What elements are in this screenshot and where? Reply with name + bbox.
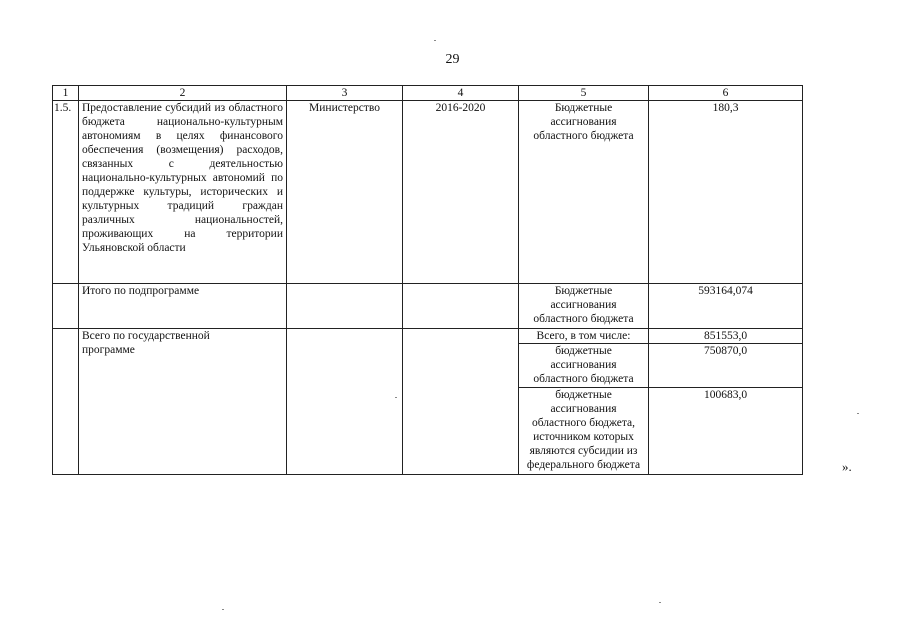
- funding-source-cell: Бюджетные ассигнования областного бюджета: [519, 284, 649, 329]
- amount-cell: 593164,074: [649, 284, 803, 329]
- column-header: 4: [403, 86, 519, 101]
- column-header: 3: [287, 86, 403, 101]
- budget-table: [52, 85, 803, 475]
- table-row: [53, 101, 803, 284]
- empty-cell: [53, 284, 79, 329]
- column-header: 6: [649, 86, 803, 101]
- scan-speck: [222, 609, 224, 610]
- scan-speck: [395, 397, 397, 398]
- empty-cell: [287, 329, 403, 475]
- subtotal-label: Итого по подпрограмме: [79, 284, 287, 329]
- amount-cell: 750870,0: [649, 344, 803, 388]
- funding-source-cell: бюджетные ассигнования областного бюджета: [519, 344, 649, 388]
- scan-speck: [857, 413, 859, 414]
- column-header: 1: [53, 86, 79, 101]
- column-header: 5: [519, 86, 649, 101]
- column-header: 2: [79, 86, 287, 101]
- empty-cell: [287, 284, 403, 329]
- amount-cell: 100683,0: [649, 388, 803, 475]
- scan-speck: [659, 602, 661, 603]
- amount-cell: 180,3: [649, 101, 803, 284]
- table-row: [53, 329, 803, 344]
- empty-cell: [403, 329, 519, 475]
- funding-source-cell: бюджетные ассигнования областного бюджета, источником которых являются субсидии из федерального бюджета: [519, 388, 649, 475]
- empty-cell: [403, 284, 519, 329]
- closing-quote-mark: ».: [842, 459, 852, 474]
- total-label: Всего по государственной программе: [79, 329, 287, 475]
- row-number: 1.5.: [53, 101, 79, 284]
- empty-cell: [53, 329, 79, 475]
- activity-description: Предоставление субсидий из областного бюджета национально-культурным автономиям в целях финансового обеспечения (возмещения) расходов, связанных с деятельностью национально-культурных автономий по поддержке культуры, исторических и культурных традиций граждан различных национальностей, проживающих на территории Ульяновской области: [79, 101, 287, 284]
- period-cell: 2016-2020: [403, 101, 519, 284]
- funding-source-cell: Бюджетные ассигнования областного бюджета: [519, 101, 649, 284]
- scan-speck: [434, 40, 436, 41]
- amount-cell: 851553,0: [649, 329, 803, 344]
- table-header-row: [53, 86, 803, 101]
- funding-source-cell: Всего, в том числе:: [519, 329, 649, 344]
- page-number: 29: [445, 52, 460, 67]
- executor-cell: Министерство: [287, 101, 403, 284]
- table-row: [53, 284, 803, 329]
